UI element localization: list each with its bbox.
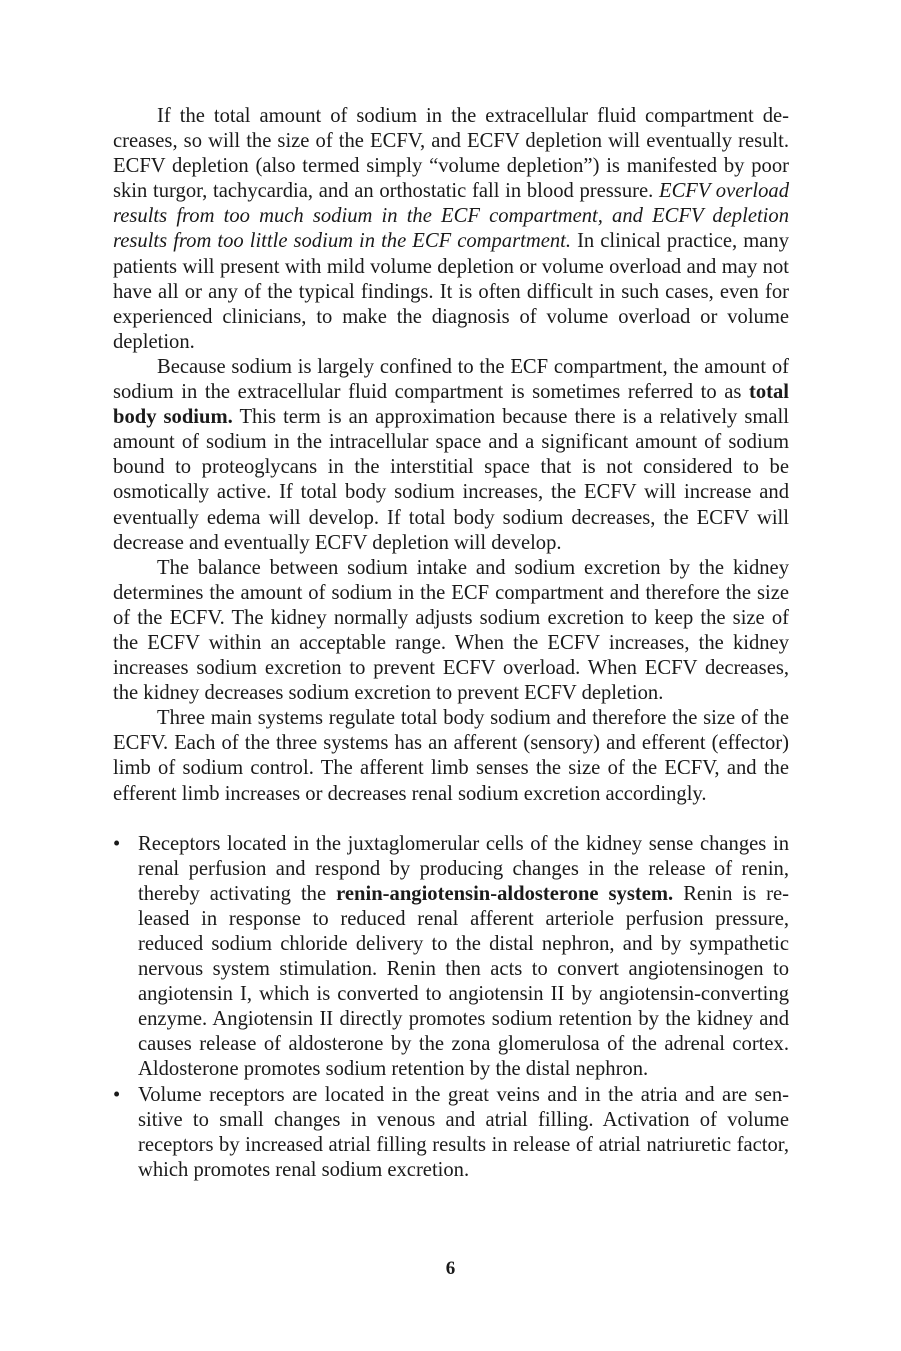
bullet-list (113, 832, 789, 1183)
bold-term: renin-angiotensin-aldosterone system. (336, 882, 674, 905)
paragraph-total-body-sodium (113, 355, 789, 556)
bullet-text: Renin is released in response to reduced renal afferent arteriole perfusion pressure, reduced sodium chloride delivery to the distal nephron, and by sympathetic nervous system stimulation. Renin then acts to convert angiotensinogen to angiotensin I, which is converted to angiotensin II by angiotensin-converting enzyme. Angiotensin II directly promotes sodium retention by the kidney and causes release of aldosterone by the zona glomerulosa of the adrenal cortex. Aldosterone promotes sodium retention by the distal nephron. (138, 882, 789, 1081)
page-number: 6 (445, 1258, 456, 1279)
paragraph-ecfv-depletion (113, 104, 789, 355)
bullet-text: Receptors located in the juxtaglomerular cells of the kidney sense changes in renal perfusion and respond by producing changes in the release of renin, thereby activating the (138, 832, 789, 905)
paragraph-text: If the total amount of sodium in the extracellular fluid compartment decreases, so will the size of the ECFV, and ECFV depletion will eventually result. ECFV depletion (also termed simply “volume depletion”) is manifested by poor skin turgor, tachycardia, and an orthostatic fall in blood pressure. (113, 105, 789, 203)
paragraph-text: In clinical practice, many patients will present with mild volume depletion or volume overload and may not have all or any of the typical findings. It is often difficult in such cases, even for experienced clinicians, to make the diagnosis of volume overload or volume depletion. (113, 230, 789, 353)
paragraph-sodium-balance: The balance between sodium intake and sodium excretion by the kidney determines the amount of sodium in the ECF compartment and therefore the size of the ECFV. The kidney normally adjusts sodium excretion to keep the size of the ECFV within an acceptable range. When the ECFV increases, the kidney increases sodium excretion to prevent ECFV overload. When ECFV decreases, the kidney decreases sodium excretion to prevent ECFV depletion. (113, 556, 789, 705)
document-page (113, 104, 789, 1183)
paragraph-text: This term is an approximation because there is a relatively small amount of sodium in the intracellular space and a significant amount of sodium bound to proteoglycans in the interstitial space that is not considered to be osmotically active. If total body sodium increases, the ECFV will increase and eventually edema will develop. If total body sodium decreases, the ECFV will decrease and eventually ECFV depletion will develop. (113, 406, 789, 554)
paragraph-text: Because sodium is largely confined to the ECF compartment, the amount of sodium in the extracellular fluid compartment is sometimes referred to as (113, 355, 789, 404)
bullet-item-raas (113, 832, 789, 1083)
bullet-item-volume-receptors (113, 1083, 789, 1183)
bullet-text: Volume receptors are located in the great veins and in the atria and are sensitive to small changes in venous and atrial filling. Activation of volume receptors by increased atrial filling results in release of atrial natriuretic factor, which promotes renal sodium excretion. (138, 1083, 789, 1181)
paragraph-three-systems: Three main systems regulate total body sodium and therefore the size of the ECFV. Each of the three systems has an afferent (sensory) and efferent (effector) limb of sodium control. The afferent limb senses the size of the ECFV, and the efferent limb increases or decreases renal sodium excretion accordingly. (113, 707, 789, 805)
bullet-icon: • (113, 1083, 121, 1106)
bold-term: total body sodium. (113, 381, 789, 429)
italic-emphasis: ECFV overload results from too much sodium in the ECF compartment, and ECFV depletion results from too little sodium in the ECF compartment. (113, 180, 789, 253)
bullet-icon: • (113, 832, 121, 855)
